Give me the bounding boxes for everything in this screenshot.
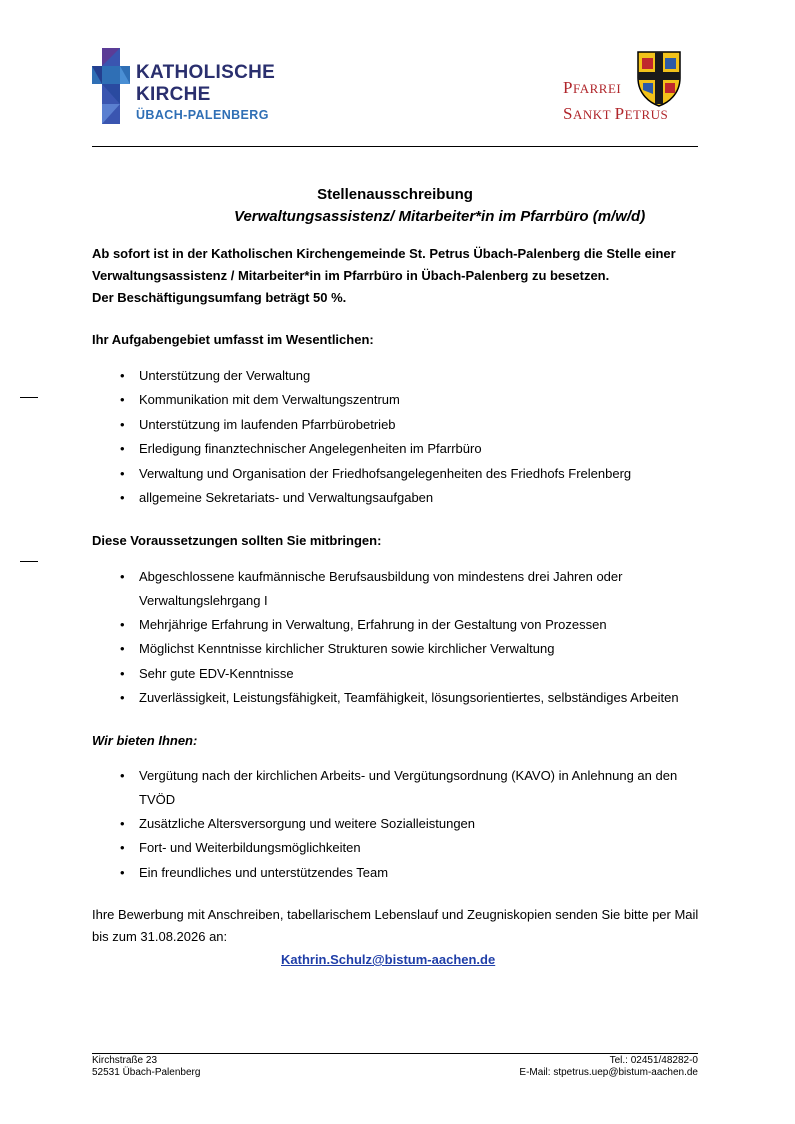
footer-street: Kirchstraße 23	[92, 1055, 158, 1066]
closing-text: Ihre Bewerbung mit Anschreiben, tabellarischem Lebenslauf und Zeugniskopien senden Sie bitte per Mail bis zum 31.08.2026 an:	[92, 907, 699, 944]
list-item: • Möglichst Kenntnisse kirchlicher Strukturen sowie kirchlicher Verwaltung	[92, 637, 704, 661]
list-item-text: Vergütung nach der kirchlichen Arbeits- und Vergütungsordnung (KAVO) in Anlehnung an den TVÖD	[139, 768, 678, 807]
footer-divider	[92, 1053, 698, 1054]
footer-phone: Tel.: 02451/48282-0	[609, 1055, 698, 1066]
margin-mark	[20, 397, 38, 398]
intro-paragraph: Ab sofort ist in der Katholischen Kirchengemeinde St. Petrus Übach-Palenberg die Stelle einer Verwaltungsassistenz / Mitarbeiter*in im Pfarrbüro in Übach-Palenberg zu besetzen.	[92, 246, 676, 283]
document-subtitle: Verwaltungsassistenz/ Mitarbeiter*in im Pfarrbüro (m/w/d)	[234, 208, 646, 225]
tasks-list	[92, 364, 704, 510]
list-item: • Unterstützung im laufenden Pfarrbürobetrieb	[92, 413, 704, 437]
list-item: • allgemeine Sekretariats- und Verwaltungsaufgaben	[92, 486, 704, 510]
list-item: • Fort- und Weiterbildungsmöglichkeiten	[92, 836, 704, 860]
tasks-heading: Ihr Aufgabengebiet umfasst im Wesentlichen:	[92, 332, 374, 347]
list-item: • Sehr gute EDV-Kenntnisse	[92, 662, 704, 686]
footer-city: 52531 Übach-Palenberg	[92, 1067, 201, 1078]
logo-line-1: KATHOLISCHE	[136, 62, 276, 83]
footer-contact	[519, 1055, 698, 1079]
list-item: • Unterstützung der Verwaltung	[92, 364, 704, 388]
requirements-heading: Diese Voraussetzungen sollten Sie mitbringen:	[92, 533, 382, 548]
footer-email: E-Mail: stpetrus.uep@bistum-aachen.de	[519, 1067, 698, 1078]
document-title: Stellenausschreibung	[317, 186, 473, 203]
coat-of-arms-icon	[634, 48, 684, 108]
header-divider	[92, 146, 698, 147]
list-item: • Ein freundliches und unterstützendes Team	[92, 861, 704, 885]
offer-heading: Wir bieten Ihnen:	[92, 733, 198, 748]
list-item	[92, 565, 704, 613]
intro-paragraph: Der Beschäftigungsumfang beträgt 50 %.	[92, 290, 347, 305]
list-item: • Zusätzliche Altersversorgung und weitere Sozialleistungen	[92, 812, 704, 836]
logo-line-2: KIRCHE	[136, 84, 211, 105]
pfarrei-sankt-petrus-logo	[556, 48, 698, 128]
logo-sankt-petrus: SANKT PETRUS	[563, 104, 669, 123]
list-item: • Mehrjährige Erfahrung in Verwaltung, Erfahrung in der Gestaltung von Prozessen	[92, 613, 704, 637]
list-item	[92, 764, 704, 812]
intro-text	[92, 243, 702, 309]
footer-address	[92, 1055, 200, 1079]
contact-email-link[interactable]: Kathrin.Schulz@bistum-aachen.de	[281, 952, 496, 967]
logo-pfarrei: PFARREI	[563, 78, 622, 97]
logo-line-3: ÜBACH-PALENBERG	[136, 108, 269, 122]
requirements-list	[92, 565, 704, 711]
list-item: • Kommunikation mit dem Verwaltungszentrum	[92, 388, 704, 412]
list-item: • Erledigung finanztechnischer Angelegenheiten im Pfarrbüro	[92, 437, 704, 461]
katholische-kirche-logo	[92, 48, 292, 124]
offer-list	[92, 764, 704, 885]
list-item-text: Abgeschlossene kaufmännische Berufsausbildung von mindestens drei Jahren oder Verwaltungslehrgang I	[139, 569, 623, 608]
cross-icon	[92, 48, 132, 124]
list-item: • Zuverlässigkeit, Leistungsfähigkeit, Teamfähigkeit, lösungsorientiertes, selbständiges Arbeiten	[92, 686, 704, 710]
list-item: • Verwaltung und Organisation der Friedhofsangelegenheiten des Friedhofs Frelenberg	[92, 462, 704, 486]
margin-mark	[20, 561, 38, 562]
